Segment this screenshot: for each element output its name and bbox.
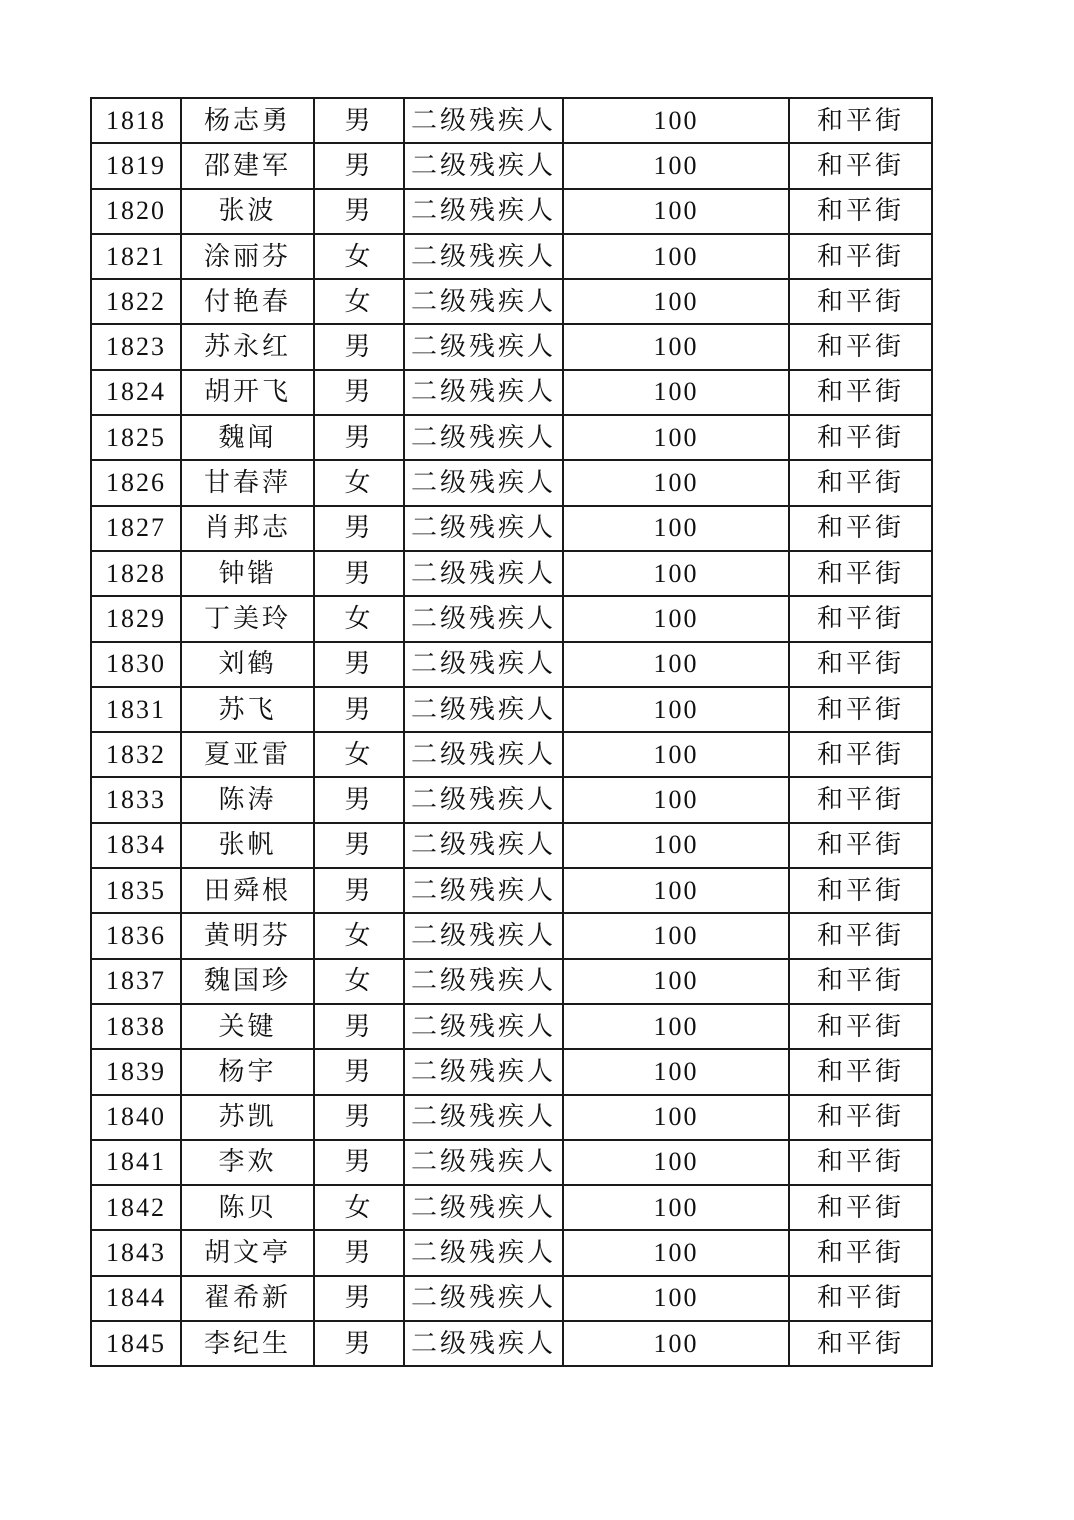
street-cell: 和平街 [789,1049,932,1094]
name-cell: 夏亚雷 [181,732,314,777]
table-row [91,370,932,415]
street-cell: 和平街 [789,551,932,596]
street-cell: 和平街 [789,1185,932,1230]
row-number-cell: 1820 [91,189,181,234]
gender-cell: 男 [314,506,404,551]
table-row [91,913,932,958]
street-cell: 和平街 [789,1321,932,1366]
street-cell: 和平街 [789,642,932,687]
disability-level-cell: 二级残疾人 [404,324,563,369]
name-cell: 李纪生 [181,1321,314,1366]
disability-level-cell: 二级残疾人 [404,551,563,596]
gender-cell: 男 [314,642,404,687]
gender-cell: 女 [314,460,404,505]
street-cell: 和平街 [789,98,932,143]
gender-cell: 男 [314,777,404,822]
amount-cell: 100 [563,596,789,641]
amount-cell: 100 [563,460,789,505]
name-cell: 李欢 [181,1140,314,1185]
amount-cell: 100 [563,868,789,913]
gender-cell: 男 [314,1095,404,1140]
amount-cell: 100 [563,189,789,234]
row-number-cell: 1836 [91,913,181,958]
gender-cell: 男 [314,98,404,143]
gender-cell: 男 [314,189,404,234]
disability-level-cell: 二级残疾人 [404,98,563,143]
row-number-cell: 1838 [91,1004,181,1049]
street-cell: 和平街 [789,506,932,551]
name-cell: 关键 [181,1004,314,1049]
name-cell: 钟锴 [181,551,314,596]
street-cell: 和平街 [789,279,932,324]
name-cell: 苏永红 [181,324,314,369]
name-cell: 付艳春 [181,279,314,324]
disability-level-cell: 二级残疾人 [404,777,563,822]
row-number-cell: 1837 [91,959,181,1004]
name-cell: 胡文亭 [181,1230,314,1275]
gender-cell: 女 [314,279,404,324]
name-cell: 甘春萍 [181,460,314,505]
gender-cell: 男 [314,1049,404,1094]
amount-cell: 100 [563,1230,789,1275]
gender-cell: 男 [314,1321,404,1366]
row-number-cell: 1840 [91,1095,181,1140]
disability-level-cell: 二级残疾人 [404,1230,563,1275]
gender-cell: 男 [314,687,404,732]
disability-level-cell: 二级残疾人 [404,868,563,913]
row-number-cell: 1819 [91,143,181,188]
table-row [91,777,932,822]
amount-cell: 100 [563,1049,789,1094]
name-cell: 涂丽芬 [181,234,314,279]
row-number-cell: 1825 [91,415,181,460]
name-cell: 胡开飞 [181,370,314,415]
gender-cell: 男 [314,823,404,868]
disability-level-cell: 二级残疾人 [404,823,563,868]
table-row [91,1140,932,1185]
row-number-cell: 1841 [91,1140,181,1185]
amount-cell: 100 [563,1140,789,1185]
amount-cell: 100 [563,642,789,687]
disability-level-cell: 二级残疾人 [404,732,563,777]
table-row [91,1004,932,1049]
street-cell: 和平街 [789,732,932,777]
row-number-cell: 1831 [91,687,181,732]
gender-cell: 男 [314,370,404,415]
amount-cell: 100 [563,324,789,369]
name-cell: 陈贝 [181,1185,314,1230]
amount-cell: 100 [563,687,789,732]
street-cell: 和平街 [789,415,932,460]
gender-cell: 男 [314,868,404,913]
row-number-cell: 1835 [91,868,181,913]
disability-level-cell: 二级残疾人 [404,234,563,279]
table-row [91,823,932,868]
row-number-cell: 1823 [91,324,181,369]
disability-level-cell: 二级残疾人 [404,506,563,551]
row-number-cell: 1830 [91,642,181,687]
amount-cell: 100 [563,777,789,822]
disability-level-cell: 二级残疾人 [404,143,563,188]
gender-cell: 女 [314,913,404,958]
row-number-cell: 1843 [91,1230,181,1275]
table-row [91,959,932,1004]
gender-cell: 男 [314,143,404,188]
street-cell: 和平街 [789,687,932,732]
street-cell: 和平街 [789,1230,932,1275]
row-number-cell: 1829 [91,596,181,641]
table-row [91,1230,932,1275]
table-row [91,143,932,188]
table-row [91,642,932,687]
table-row [91,732,932,777]
table-row [91,234,932,279]
amount-cell: 100 [563,234,789,279]
amount-cell: 100 [563,823,789,868]
table-row [91,868,932,913]
table-row [91,1049,932,1094]
table-body [91,98,932,1366]
table-row [91,687,932,732]
name-cell: 苏飞 [181,687,314,732]
disability-level-cell: 二级残疾人 [404,1276,563,1321]
amount-cell: 100 [563,959,789,1004]
table-row [91,279,932,324]
street-cell: 和平街 [789,370,932,415]
street-cell: 和平街 [789,143,932,188]
table-row [91,1321,932,1366]
amount-cell: 100 [563,1321,789,1366]
street-cell: 和平街 [789,189,932,234]
street-cell: 和平街 [789,234,932,279]
gender-cell: 男 [314,551,404,596]
table-row [91,98,932,143]
gender-cell: 男 [314,324,404,369]
amount-cell: 100 [563,732,789,777]
disability-level-cell: 二级残疾人 [404,596,563,641]
table-row [91,596,932,641]
disability-level-cell: 二级残疾人 [404,460,563,505]
name-cell: 黄明芬 [181,913,314,958]
gender-cell: 男 [314,1004,404,1049]
amount-cell: 100 [563,1276,789,1321]
street-cell: 和平街 [789,1140,932,1185]
row-number-cell: 1822 [91,279,181,324]
name-cell: 肖邦志 [181,506,314,551]
table-row [91,1095,932,1140]
disability-level-cell: 二级残疾人 [404,913,563,958]
amount-cell: 100 [563,1004,789,1049]
row-number-cell: 1839 [91,1049,181,1094]
table-row [91,324,932,369]
gender-cell: 女 [314,732,404,777]
name-cell: 魏闻 [181,415,314,460]
amount-cell: 100 [563,1185,789,1230]
amount-cell: 100 [563,551,789,596]
name-cell: 杨宇 [181,1049,314,1094]
gender-cell: 女 [314,1185,404,1230]
street-cell: 和平街 [789,823,932,868]
name-cell: 刘鹤 [181,642,314,687]
row-number-cell: 1821 [91,234,181,279]
street-cell: 和平街 [789,1004,932,1049]
table-row [91,415,932,460]
amount-cell: 100 [563,506,789,551]
street-cell: 和平街 [789,324,932,369]
gender-cell: 男 [314,1230,404,1275]
street-cell: 和平街 [789,959,932,1004]
street-cell: 和平街 [789,1276,932,1321]
row-number-cell: 1833 [91,777,181,822]
disability-level-cell: 二级残疾人 [404,1321,563,1366]
table-row [91,506,932,551]
street-cell: 和平街 [789,460,932,505]
disability-level-cell: 二级残疾人 [404,1049,563,1094]
disability-level-cell: 二级残疾人 [404,415,563,460]
name-cell: 陈涛 [181,777,314,822]
table-row [91,551,932,596]
name-cell: 杨志勇 [181,98,314,143]
gender-cell: 女 [314,959,404,1004]
gender-cell: 男 [314,415,404,460]
name-cell: 田舜根 [181,868,314,913]
row-number-cell: 1832 [91,732,181,777]
table-row [91,460,932,505]
street-cell: 和平街 [789,596,932,641]
table-row [91,189,932,234]
subsidy-roster-table [90,97,933,1367]
row-number-cell: 1842 [91,1185,181,1230]
row-number-cell: 1826 [91,460,181,505]
street-cell: 和平街 [789,868,932,913]
gender-cell: 女 [314,596,404,641]
name-cell: 翟希新 [181,1276,314,1321]
name-cell: 魏国珍 [181,959,314,1004]
table-row [91,1276,932,1321]
row-number-cell: 1845 [91,1321,181,1366]
disability-level-cell: 二级残疾人 [404,687,563,732]
amount-cell: 100 [563,913,789,958]
row-number-cell: 1818 [91,98,181,143]
amount-cell: 100 [563,279,789,324]
name-cell: 张帆 [181,823,314,868]
row-number-cell: 1828 [91,551,181,596]
name-cell: 张波 [181,189,314,234]
disability-level-cell: 二级残疾人 [404,642,563,687]
row-number-cell: 1824 [91,370,181,415]
street-cell: 和平街 [789,777,932,822]
disability-level-cell: 二级残疾人 [404,370,563,415]
disability-level-cell: 二级残疾人 [404,1004,563,1049]
amount-cell: 100 [563,98,789,143]
amount-cell: 100 [563,415,789,460]
name-cell: 邵建军 [181,143,314,188]
name-cell: 丁美玲 [181,596,314,641]
amount-cell: 100 [563,143,789,188]
disability-level-cell: 二级残疾人 [404,959,563,1004]
street-cell: 和平街 [789,1095,932,1140]
disability-level-cell: 二级残疾人 [404,1095,563,1140]
disability-level-cell: 二级残疾人 [404,1185,563,1230]
disability-level-cell: 二级残疾人 [404,1140,563,1185]
street-cell: 和平街 [789,913,932,958]
amount-cell: 100 [563,370,789,415]
row-number-cell: 1834 [91,823,181,868]
gender-cell: 男 [314,1276,404,1321]
gender-cell: 女 [314,234,404,279]
disability-level-cell: 二级残疾人 [404,189,563,234]
disability-level-cell: 二级残疾人 [404,279,563,324]
amount-cell: 100 [563,1095,789,1140]
gender-cell: 男 [314,1140,404,1185]
row-number-cell: 1844 [91,1276,181,1321]
table-row [91,1185,932,1230]
name-cell: 苏凯 [181,1095,314,1140]
row-number-cell: 1827 [91,506,181,551]
